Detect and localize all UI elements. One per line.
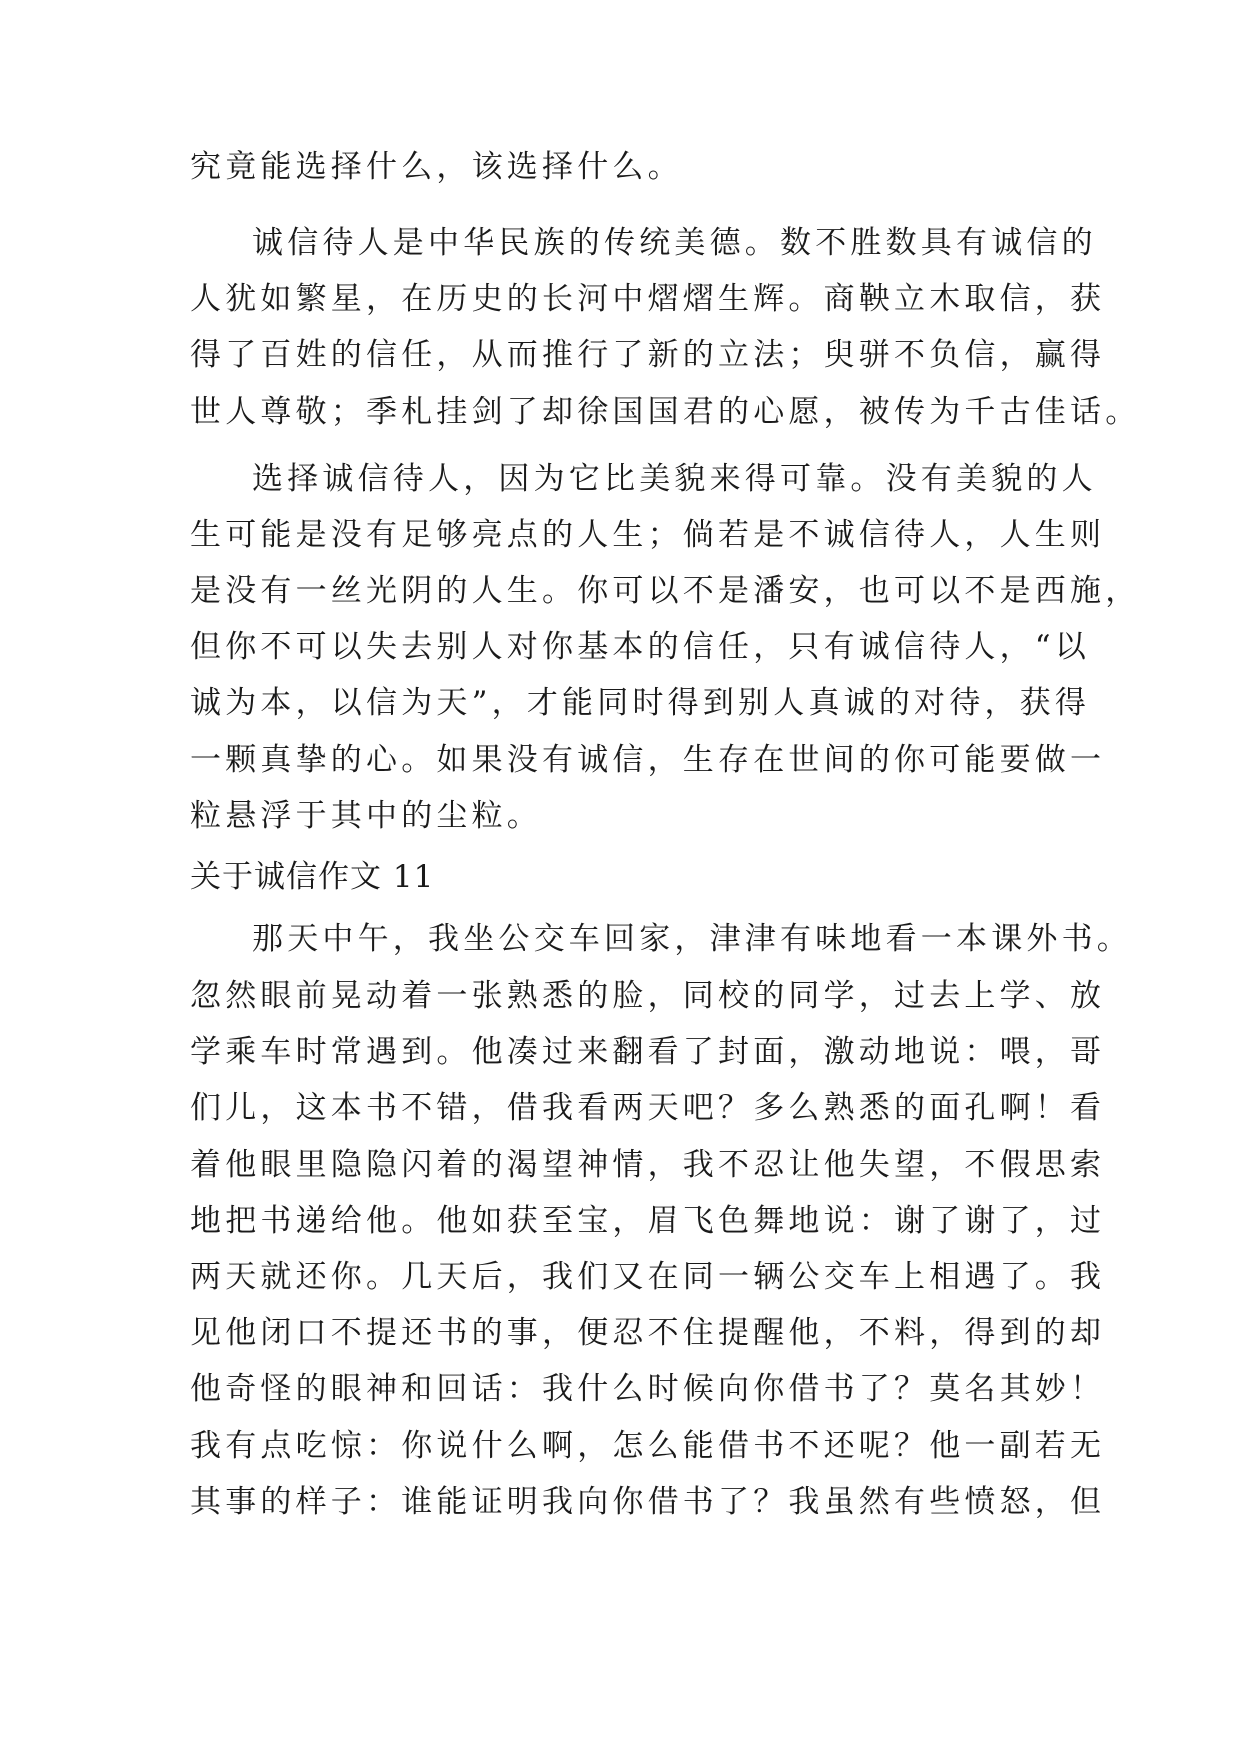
text-line: 究竟能选择什么，该选择什么。 xyxy=(190,149,683,185)
text-line: 其事的样子：谁能证明我向你借书了？我虽然有些愤怒，但 xyxy=(190,1484,1106,1520)
text-line: 一颗真挚的心。如果没有诚信，生存在世间的你可能要做一 xyxy=(190,742,1106,778)
text-line: 们儿，这本书不错，借我看两天吧？多么熟悉的面孔啊！看 xyxy=(190,1090,1106,1126)
text-line: 诚为本，以信为天”，才能同时得到别人真诚的对待，获得 xyxy=(190,685,1091,721)
text-line: 得了百姓的信任，从而推行了新的立法；臾骈不负信，赢得 xyxy=(190,337,1106,373)
text-line: 粒悬浮于其中的尘粒。 xyxy=(190,798,542,834)
text-line: 我有点吃惊：你说什么啊，怎么能借书不还呢？他一副若无 xyxy=(190,1428,1106,1464)
text-line: 人犹如繁星，在历史的长河中熠熠生辉。商鞅立木取信，获 xyxy=(190,281,1106,317)
text-line: 他奇怪的眼神和回话：我什么时候向你借书了？莫名其妙！ xyxy=(190,1371,1106,1407)
text-line: 着他眼里隐隐闪着的渴望神情，我不忍让他失望，不假思索 xyxy=(190,1147,1106,1183)
text-line: 但你不可以失去别人对你基本的信任，只有诚信待人，“以 xyxy=(190,629,1091,665)
text-line: 地把书递给他。他如获至宝，眉飞色舞地说：谢了谢了，过 xyxy=(190,1203,1106,1239)
paragraph-start-line: 选择诚信待人，因为它比美貌来得可靠。没有美貌的人 xyxy=(252,461,1097,497)
text-line: 学乘车时常遇到。他凑过来翻看了封面，激动地说：喂，哥 xyxy=(190,1034,1106,1070)
text-line: 两天就还你。几天后，我们又在同一辆公交车上相遇了。我 xyxy=(190,1259,1106,1295)
text-line: 世人尊敬；季札挂剑了却徐国国君的心愿，被传为千古佳话。 xyxy=(190,394,1141,430)
section-heading: 关于诚信作文 11 xyxy=(190,859,435,895)
text-line: 是没有一丝光阴的人生。你可以不是潘安，也可以不是西施， xyxy=(190,573,1141,609)
paragraph-start-line: 诚信待人是中华民族的传统美德。数不胜数具有诚信的 xyxy=(252,225,1097,261)
text-line: 生可能是没有足够亮点的人生；倘若是不诚信待人，人生则 xyxy=(190,517,1106,553)
text-line: 见他闭口不提还书的事，便忍不住提醒他，不料，得到的却 xyxy=(190,1315,1106,1351)
paragraph-start-line: 那天中午，我坐公交车回家，津津有味地看一本课外书。 xyxy=(252,921,1132,957)
text-line: 忽然眼前晃动着一张熟悉的脸，同校的同学，过去上学、放 xyxy=(190,978,1106,1014)
